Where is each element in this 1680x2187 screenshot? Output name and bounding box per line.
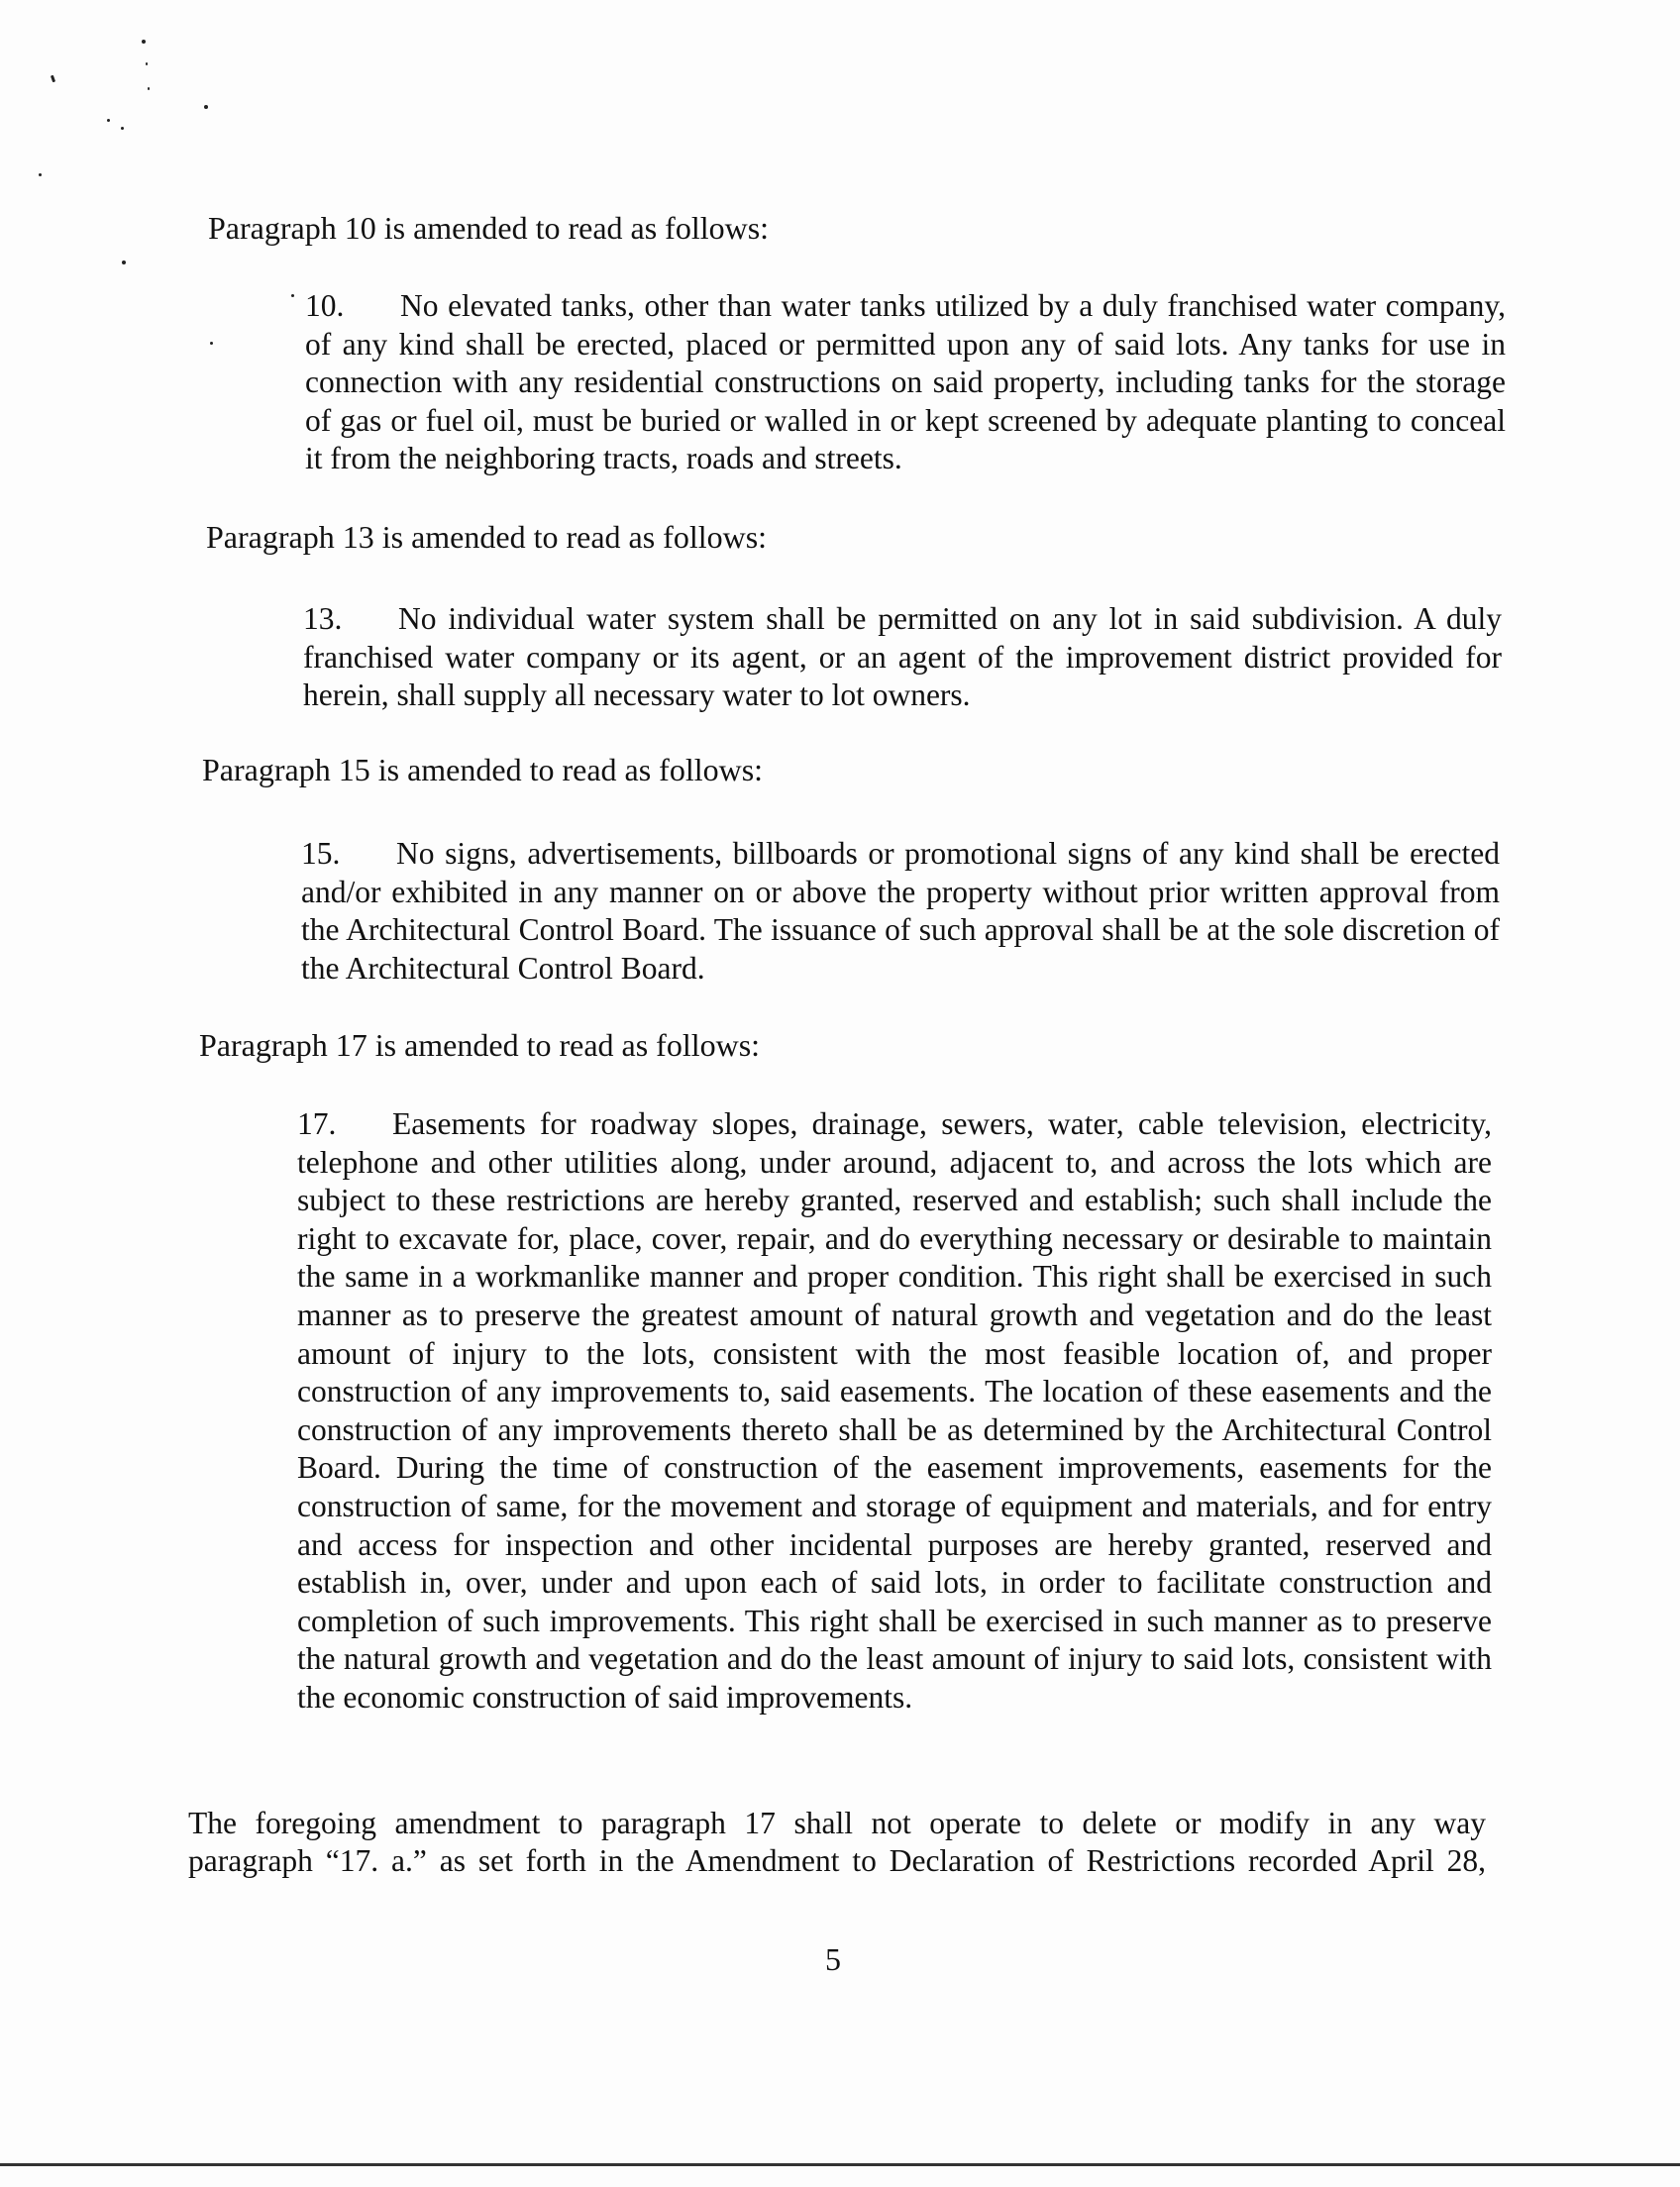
section-heading-17: Paragraph 17 is amended to read as follows: (199, 1027, 761, 1063)
scan-speck (204, 105, 208, 109)
scan-speck (146, 62, 148, 65)
paragraph-17 (297, 1105, 1492, 1718)
page-number: 5 (825, 1941, 841, 1977)
section-heading-13: Paragraph 13 is amended to read as follows: (206, 519, 768, 555)
paragraph-text: Easements for roadway slopes, drainage, sewers, water, cable television, electricity, telephone and other utilities along, under around, adjacent to, and across the lots which are subject to these restrictions are hereby granted, reserved and establish; such shall include the right to excavate for, place, cover, repair, and do everything necessary or desirable to maintain the same in a workmanlike manner and proper condition. This right shall be exercised in such manner as to preserve the greatest amount of natural growth and vegetation and do the least amount of injury to the lots, consistent with the most feasible location of, and proper construction of any improvements to, said easements. The location of these easements and the construction of any improvements thereto shall be as determined by the Architectural Control Board. During the time of construction of the easement improvements, easements for the construction of same, for the movement and storage of equipment and materials, and for entry and access for inspection and other incidental purposes are hereby granted, reserved and establish in, over, under and upon each of said lots, in order to facilitate construction and completion of such improvements. This right shall be exercised in such manner as to preserve the natural growth and vegetation and do the least amount of injury to said lots, consistent with the economic construction of said improvements. (297, 1106, 1492, 1715)
paragraph-number: 13. (303, 601, 343, 636)
section-heading-15: Paragraph 15 is amended to read as follows: (202, 752, 764, 787)
paragraph-15 (301, 835, 1500, 988)
scan-bottom-edge (0, 2163, 1680, 2166)
closing-paragraph (188, 1805, 1486, 1880)
paragraph-text: No elevated tanks, other than water tanks utilized by a duly franchised water company, of any kind shall be erected, placed or permitted upon any of said lots. Any tanks for use in connection with any residential constructions on said property, including tanks for the storage of gas or fuel oil, must be buried or walled in or kept screened by adequate planting to conceal it from the neighboring tracts, roads and streets. (305, 288, 1506, 476)
paragraph-number: 15. (301, 836, 341, 871)
scan-speck (210, 342, 213, 345)
scan-speck (291, 294, 294, 297)
paragraph-10 (305, 287, 1506, 478)
scan-speck (107, 119, 110, 122)
scan-speck (142, 40, 146, 44)
paragraph-number: 10. (305, 288, 345, 323)
paragraph-13 (303, 600, 1502, 715)
scan-speck (39, 173, 42, 176)
closing-line-2: paragraph “17. a.” as set forth in the Amendment to Declaration of Restrictions recorded April 28, (188, 1843, 1486, 1878)
paragraph-number: 17. (297, 1106, 337, 1141)
scan-speck (122, 260, 126, 264)
scan-speck (51, 75, 55, 83)
section-heading-10: Paragraph 10 is amended to read as follows: (208, 210, 770, 246)
paragraph-text: No signs, advertisements, billboards or promotional signs of any kind shall be erected and/or exhibited in any manner on or above the property without prior written approval from the Architectural Control Board. The issuance of such approval shall be at the sole discretion of the Architectural Control Board. (301, 836, 1500, 986)
closing-line-1: The foregoing amendment to paragraph 17 shall not operate to delete or modify in any way (188, 1806, 1486, 1840)
scan-speck (121, 127, 124, 130)
scan-speck (148, 87, 150, 90)
paragraph-text: No individual water system shall be permitted on any lot in said subdivision. A duly franchised water company or its agent, or an agent of the improvement district provided for herein, shall supply all necessary water to lot owners. (303, 601, 1502, 713)
